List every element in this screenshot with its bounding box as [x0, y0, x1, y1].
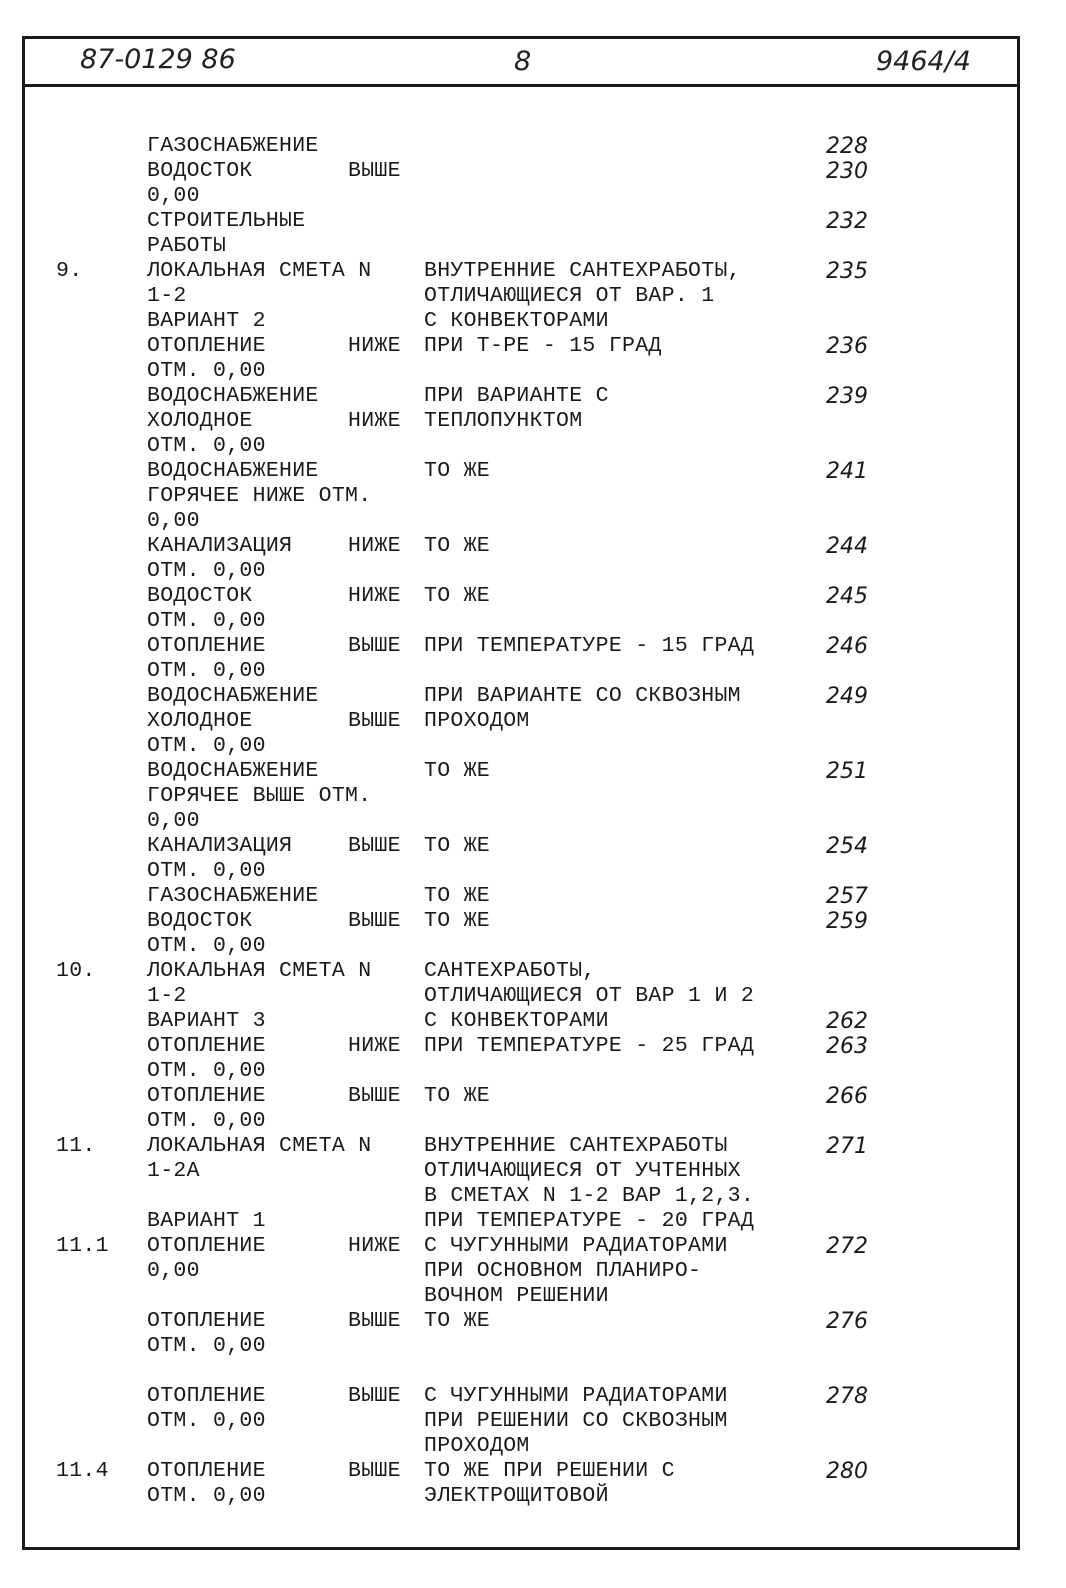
table-row [0, 1209, 1066, 1234]
item-name: ОТОПЛЕНИЕ [147, 1084, 266, 1108]
item-name: 0,00 [147, 509, 200, 533]
item-description: ПРИ ТЕМПЕРАТУРЕ - 15 ГРАД [424, 634, 755, 658]
table-row [0, 259, 1066, 284]
table-row [0, 684, 1066, 709]
item-name: ОТОПЛЕНИЕ [147, 1234, 266, 1258]
item-position: НИЖЕ [348, 334, 401, 358]
item-position: НИЖЕ [348, 1234, 401, 1258]
table-row [0, 409, 1066, 434]
item-description: ПРИ ТЕМПЕРАТУРЕ - 20 ГРАД [424, 1209, 755, 1233]
item-page: 262 [826, 1009, 868, 1034]
item-description: ТО ЖЕ ПРИ РЕШЕНИИ С [424, 1459, 675, 1483]
table-row [0, 1134, 1066, 1159]
table-row [0, 309, 1066, 334]
item-page: 241 [826, 459, 868, 484]
item-description: ПРИ ОСНОВНОМ ПЛАНИРО- [424, 1259, 702, 1283]
table-row [0, 1484, 1066, 1509]
item-page: 232 [826, 209, 868, 234]
table-row [0, 959, 1066, 984]
item-name: ВАРИАНТ 3 [147, 1009, 266, 1033]
item-position: ВЫШЕ [348, 1084, 401, 1108]
item-name: ВОДОСНАБЖЕНИЕ [147, 459, 319, 483]
table-row [0, 734, 1066, 759]
item-name: ОТМ. 0,00 [147, 359, 266, 383]
item-description: ТО ЖЕ [424, 534, 491, 558]
item-page: 259 [826, 909, 868, 934]
item-page: 272 [826, 1234, 868, 1259]
item-name: ОТМ. 0,00 [147, 434, 266, 458]
item-name: ЛОКАЛЬНАЯ СМЕТА N [147, 959, 372, 983]
item-name: ОТМ. 0,00 [147, 559, 266, 583]
item-position: НИЖЕ [348, 534, 401, 558]
item-position: ВЫШЕ [348, 1309, 401, 1333]
table-row [0, 759, 1066, 784]
item-name: КАНАЛИЗАЦИЯ [147, 534, 293, 558]
item-description: ВНУТРЕННИЕ САНТЕХРАБОТЫ, [424, 259, 741, 283]
item-name: ВОДОСТОК [147, 584, 253, 608]
table-row [0, 634, 1066, 659]
table-row [0, 534, 1066, 559]
item-name: КАНАЛИЗАЦИЯ [147, 834, 293, 858]
document-code: 87-0129 86 [80, 44, 236, 75]
item-description: ТО ЖЕ [424, 759, 491, 783]
item-name: ОТМ. 0,00 [147, 734, 266, 758]
table-row [0, 809, 1066, 834]
item-position: НИЖЕ [348, 1034, 401, 1058]
table-row [0, 834, 1066, 859]
table-row [0, 334, 1066, 359]
table-row [0, 784, 1066, 809]
item-description: ЭЛЕКТРОЩИТОВОЙ [424, 1484, 609, 1508]
item-name: ГОРЯЧЕЕ НИЖЕ ОТМ. [147, 484, 372, 508]
table-row [0, 1084, 1066, 1109]
table-row [0, 559, 1066, 584]
item-name: ОТОПЛЕНИЕ [147, 1309, 266, 1333]
item-description: С ЧУГУННЫМИ РАДИАТОРАМИ [424, 1234, 728, 1258]
table-row [0, 459, 1066, 484]
item-description: В СМЕТАХ N 1-2 ВАР 1,2,3. [424, 1184, 755, 1208]
table-row [0, 484, 1066, 509]
item-name: ХОЛОДНОЕ [147, 409, 253, 433]
item-name: ОТМ. 0,00 [147, 1059, 266, 1083]
table-row [0, 1159, 1066, 1184]
item-name: ВОДОСНАБЖЕНИЕ [147, 759, 319, 783]
item-description: ТО ЖЕ [424, 884, 491, 908]
table-row [0, 1259, 1066, 1284]
table-row [0, 284, 1066, 309]
item-page: 257 [826, 884, 868, 909]
table-row [0, 1059, 1066, 1084]
item-number: 11. [56, 1134, 96, 1158]
item-name: 0,00 [147, 1259, 200, 1283]
item-description: ТО ЖЕ [424, 909, 491, 933]
item-page: 254 [826, 834, 868, 859]
item-description: С КОНВЕКТОРАМИ [424, 1009, 609, 1033]
item-name: ОТМ. 0,00 [147, 609, 266, 633]
item-position: ВЫШЕ [348, 634, 401, 658]
item-position: ВЫШЕ [348, 834, 401, 858]
table-row [0, 584, 1066, 609]
item-number: 10. [56, 959, 96, 983]
item-page: 235 [826, 259, 868, 284]
table-row [0, 1184, 1066, 1209]
item-description: ТО ЖЕ [424, 459, 491, 483]
item-name: ГАЗОСНАБЖЕНИЕ [147, 134, 319, 158]
item-position: ВЫШЕ [348, 1459, 401, 1483]
item-name: ОТОПЛЕНИЕ [147, 1459, 266, 1483]
item-description: ВОЧНОМ РЕШЕНИИ [424, 1284, 609, 1308]
item-name: ЛОКАЛЬНАЯ СМЕТА N [147, 1134, 372, 1158]
table-row [0, 1334, 1066, 1359]
item-position: ВЫШЕ [348, 709, 401, 733]
item-name: ОТМ. 0,00 [147, 1334, 266, 1358]
table-row [0, 909, 1066, 934]
table-row [0, 384, 1066, 409]
item-number: 11.1 [56, 1234, 109, 1258]
item-description: ТО ЖЕ [424, 1084, 491, 1108]
item-page: 251 [826, 759, 868, 784]
item-description: САНТЕХРАБОТЫ, [424, 959, 596, 983]
item-name: ОТМ. 0,00 [147, 659, 266, 683]
item-position: ВЫШЕ [348, 909, 401, 933]
page-number: 8 [514, 46, 532, 77]
item-name: 1-2А [147, 1159, 200, 1183]
item-name: ОТОПЛЕНИЕ [147, 1034, 266, 1058]
table-row [0, 509, 1066, 534]
table-row [0, 1384, 1066, 1409]
item-description: ТО ЖЕ [424, 584, 491, 608]
table-row [0, 234, 1066, 259]
table-row [0, 134, 1066, 159]
item-description: ВНУТРЕННИЕ САНТЕХРАБОТЫ [424, 1134, 728, 1158]
item-page: 276 [826, 1309, 868, 1334]
item-page: 271 [826, 1134, 868, 1159]
table-row [0, 1459, 1066, 1484]
item-description: ОТЛИЧАЮЩИЕСЯ ОТ ВАР. 1 [424, 284, 715, 308]
item-page: 245 [826, 584, 868, 609]
table-row [0, 659, 1066, 684]
table-row [0, 1309, 1066, 1334]
item-page: 249 [826, 684, 868, 709]
header-divider [22, 84, 1020, 87]
item-name: ГАЗОСНАБЖЕНИЕ [147, 884, 319, 908]
item-page: 244 [826, 534, 868, 559]
table-row [0, 1109, 1066, 1134]
item-name: ВОДОСНАБЖЕНИЕ [147, 684, 319, 708]
item-name: ВОДОСНАБЖЕНИЕ [147, 384, 319, 408]
item-name: 0,00 [147, 809, 200, 833]
item-name: ОТОПЛЕНИЕ [147, 634, 266, 658]
table-row [0, 984, 1066, 1009]
item-name: ОТМ. 0,00 [147, 859, 266, 883]
item-description: ПРИ ТЕМПЕРАТУРЕ - 25 ГРАД [424, 1034, 755, 1058]
table-row [0, 884, 1066, 909]
table-row [0, 609, 1066, 634]
item-page: 239 [826, 384, 868, 409]
item-position: ВЫШЕ [348, 1384, 401, 1408]
item-description: ОТЛИЧАЮЩИЕСЯ ОТ ВАР 1 И 2 [424, 984, 755, 1008]
item-page: 230 [826, 159, 868, 184]
item-name: ОТМ. 0,00 [147, 1409, 266, 1433]
item-page: 266 [826, 1084, 868, 1109]
table-row [0, 359, 1066, 384]
table-row [0, 434, 1066, 459]
item-description: С ЧУГУННЫМИ РАДИАТОРАМИ [424, 1384, 728, 1408]
item-number: 11.4 [56, 1459, 109, 1483]
item-description: ПРОХОДОМ [424, 1434, 530, 1458]
item-name: СТРОИТЕЛЬНЫЕ [147, 209, 306, 233]
item-name: 1-2 [147, 284, 187, 308]
item-page: 280 [826, 1459, 868, 1484]
sheet-number: 9464/4 [876, 46, 971, 77]
item-description: ПРОХОДОМ [424, 709, 530, 733]
item-page: 236 [826, 334, 868, 359]
table-row [0, 934, 1066, 959]
item-description: ОТЛИЧАЮЩИЕСЯ ОТ УЧТЕННЫХ [424, 1159, 741, 1183]
table-row [0, 709, 1066, 734]
item-name: ОТОПЛЕНИЕ [147, 1384, 266, 1408]
item-name: ЛОКАЛЬНАЯ СМЕТА N [147, 259, 372, 283]
item-name: ОТОПЛЕНИЕ [147, 334, 266, 358]
item-position: НИЖЕ [348, 409, 401, 433]
item-page: 246 [826, 634, 868, 659]
table-row [0, 1234, 1066, 1259]
item-name: ВАРИАНТ 1 [147, 1209, 266, 1233]
item-description: ТО ЖЕ [424, 834, 491, 858]
item-description: ПРИ РЕШЕНИИ СО СКВОЗНЫМ [424, 1409, 728, 1433]
item-name: ВАРИАНТ 2 [147, 309, 266, 333]
item-description: ПРИ ВАРИАНТЕ СО СКВОЗНЫМ [424, 684, 741, 708]
item-name: ВОДОСТОК [147, 159, 253, 183]
item-name: ГОРЯЧЕЕ ВЫШЕ ОТМ. [147, 784, 372, 808]
item-name: ОТМ. 0,00 [147, 1484, 266, 1508]
item-description: С КОНВЕКТОРАМИ [424, 309, 609, 333]
item-position: НИЖЕ [348, 584, 401, 608]
table-row [0, 159, 1066, 184]
table-row [0, 1034, 1066, 1059]
item-name: ВОДОСТОК [147, 909, 253, 933]
item-name: 1-2 [147, 984, 187, 1008]
item-description: ПРИ Т-РЕ - 15 ГРАД [424, 334, 662, 358]
table-row [0, 184, 1066, 209]
item-description: ТО ЖЕ [424, 1309, 491, 1333]
table-row [0, 859, 1066, 884]
table-row [0, 1434, 1066, 1459]
item-name: ОТМ. 0,00 [147, 1109, 266, 1133]
item-page: 263 [826, 1034, 868, 1059]
item-name: РАБОТЫ [147, 234, 227, 258]
item-name: ХОЛОДНОЕ [147, 709, 253, 733]
item-name: 0,00 [147, 184, 200, 208]
item-description: ТЕПЛОПУНКТОМ [424, 409, 583, 433]
table-row [0, 1284, 1066, 1309]
item-position: ВЫШЕ [348, 159, 401, 183]
item-description: ПРИ ВАРИАНТЕ С [424, 384, 609, 408]
table-row [0, 209, 1066, 234]
item-page: 228 [826, 134, 868, 159]
table-row [0, 1409, 1066, 1434]
table-row [0, 1009, 1066, 1034]
item-name: ОТМ. 0,00 [147, 934, 266, 958]
item-page: 278 [826, 1384, 868, 1409]
item-number: 9. [56, 259, 83, 283]
